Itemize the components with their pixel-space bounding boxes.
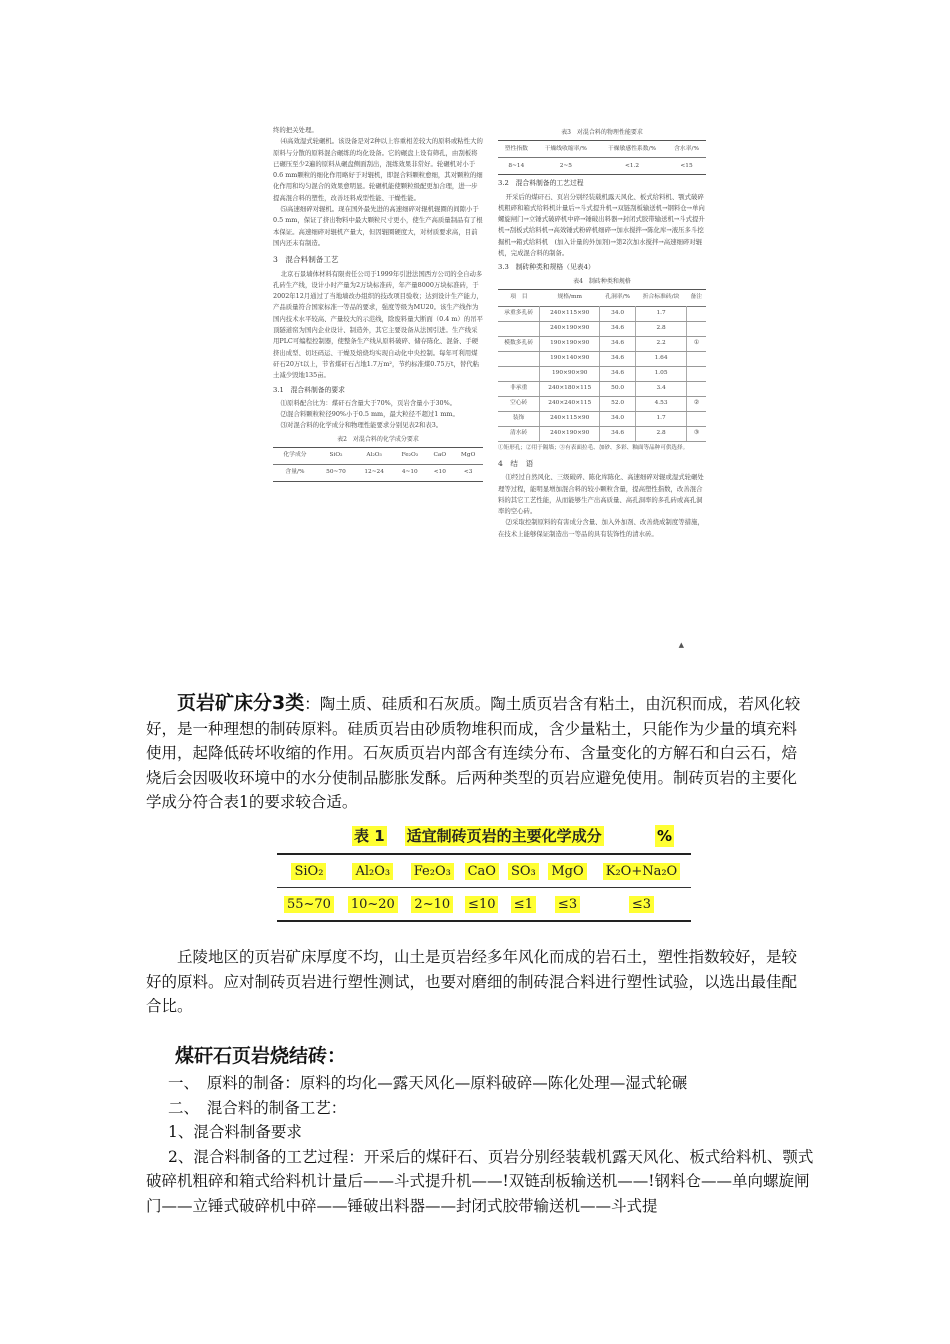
- table3-cell: <1.2: [624, 162, 640, 169]
- table4-cell: [498, 321, 540, 336]
- table1-label: 表 1: [354, 827, 385, 845]
- table1-value: ≤1: [511, 896, 536, 913]
- table4-cell: 240×180×115: [540, 381, 600, 396]
- table4-cell: 240×190×90: [540, 321, 600, 336]
- table4-cell: 190×190×90: [540, 336, 600, 351]
- table4-row: [498, 381, 706, 396]
- table4-header: 规格/mm: [557, 294, 582, 301]
- table2-header: Al₂O₃: [366, 452, 382, 459]
- scan-paragraph: 开采后的煤矸石、页岩分别经装载机露天风化、板式给料机、颚式破碎机粗碎和箱式给料机计量后→斗式提升机→双链刮板输送机→钢料仓→单向螺旋闸门→立锤式破碎机中碎→锤破出料器→封闭式胶带输送机→斗式提升机→刮板式给料机→高效锤式粉碎机细碎→加水搅拌→陈化库→液压多斗挖掘机→箱式给料机 (加入计量的外加剂)→第2次加水搅拌→高速细碎对辊机，完成混合料的制备。: [498, 192, 705, 258]
- table2-header: MgO: [460, 452, 476, 459]
- table4-cell: [687, 411, 707, 426]
- table1-value: ≤3: [629, 896, 654, 913]
- table4-cell: ③: [687, 426, 707, 441]
- table4-cell: 34.6: [600, 336, 636, 351]
- table4-cell: 1.05: [636, 366, 687, 381]
- table1-header: Al₂O₃: [352, 863, 393, 880]
- table4-cell: 240×190×90: [540, 426, 600, 441]
- table4-row: [498, 396, 706, 411]
- hill-shale-text: 丘陵地区的页岩矿床厚度不均，山土是页岩经多年风化而成的岩石土，塑性指数较好，是较好的原料。应对制砖页岩进行塑性测试，也要对磨细的制砖混合料进行塑性试验，以选出最佳配合比。: [146, 948, 798, 1015]
- table1-value-cell: [460, 888, 504, 922]
- table4-row: [498, 321, 706, 336]
- section-title: 煤矸石页岩烧结砖：: [175, 1045, 347, 1067]
- scan-subsection-heading: 3.3 制砖种类和规格（见表4）: [498, 263, 595, 272]
- table1-header-cell: [405, 854, 460, 888]
- table4-cell: 装饰: [498, 411, 540, 426]
- table4-cell: [687, 381, 707, 396]
- table4-row: [498, 366, 706, 381]
- table1-title: [352, 825, 604, 847]
- table4-cell: 190×90×90: [540, 366, 600, 381]
- table1-value: 55~70: [284, 896, 334, 913]
- scan-paragraph: 终的把关处理。: [273, 126, 318, 134]
- table1-value-cell: [405, 888, 460, 922]
- table2-header: 化学成分: [283, 452, 307, 459]
- scan-section-heading: 4 结 语: [498, 458, 534, 468]
- table4-row: [498, 351, 706, 366]
- table4-cell: 34.0: [600, 306, 636, 321]
- table1: [277, 853, 691, 922]
- scan-section-heading: 3 混合料制备工艺: [273, 255, 339, 265]
- scan-paragraph: ⑵采取控制原料的有害成分含量、加入外加剂、改善烧成制度等措施，在技术上能够保证制造出一等品的具有装饰性的清水砖。: [498, 518, 704, 538]
- scanned-journal-page: [273, 125, 706, 655]
- table2-cell: <3: [463, 469, 473, 476]
- table1-header: CaO: [465, 863, 499, 880]
- table4-cell: 2.8: [636, 426, 687, 441]
- list-item: 2、混合料制备的工艺过程：开采后的煤矸石、页岩分别经装载机露天风化、板式给料机、颚式破碎机粗碎和箱式给料机计量后——斗式提升机——!双链刮板输送机——!钢料仓——单向螺旋闸门——立锤式破碎机中碎——锤破出料器——封闭式胶带输送机——斗式提: [146, 1147, 814, 1215]
- table3-cell: 8~14: [508, 162, 525, 169]
- list-item: 二、 混合料的制备工艺：: [168, 1098, 347, 1117]
- table2-header: CaO: [433, 452, 447, 459]
- table4-caption: 表4 制砖种类和规格: [573, 277, 631, 285]
- table1-header-cell: [504, 854, 543, 888]
- table4-row: [498, 336, 706, 351]
- table4-cell: 2.8: [636, 321, 687, 336]
- table4-cell: [687, 351, 707, 366]
- table4-note: ①矩形孔；②用于隔墙；③有表面拉毛、加砂、多彩、釉面等品种可供选择。: [498, 444, 689, 451]
- table4-cell: 模数多孔砖: [498, 336, 540, 351]
- table2-cell: 4~10: [401, 469, 418, 476]
- table4-cell: 240×115×90: [540, 306, 600, 321]
- table4-cell: 34.6: [600, 366, 636, 381]
- table1-header: K₂O+Na₂O: [603, 863, 680, 880]
- table4-cell: [687, 306, 707, 321]
- table2: [273, 447, 483, 482]
- table4-cell: [498, 351, 540, 366]
- table1-value: ≤3: [555, 896, 580, 913]
- table2-header: SiO₂: [329, 452, 343, 459]
- table4-cell: ②: [687, 396, 707, 411]
- table3-header: 干燥线收缩率/%: [544, 145, 587, 152]
- table1-header: SiO₂: [291, 863, 326, 880]
- table4-header: 备注: [690, 294, 703, 301]
- table4-row: [498, 426, 706, 441]
- shale-types-heading: 页岩矿床分3类: [177, 692, 305, 714]
- table4-header: 折合标准砖/块: [642, 294, 680, 301]
- scan-right-column: [498, 125, 706, 540]
- table1-value: ≤10: [465, 896, 498, 913]
- list-item: 一、 原料的制备：原料的均化—露天风化—原料破碎—陈化处理—湿式轮碾: [168, 1074, 688, 1092]
- scan-subsection-heading: 3.1 混合料制备的要求: [273, 385, 345, 394]
- table4-cell: 34.6: [600, 426, 636, 441]
- shale-types-paragraph: [146, 691, 810, 815]
- table4-cell: 190×140×90: [540, 351, 600, 366]
- table4-cell: ①: [687, 336, 707, 351]
- table4-cell: 承重多孔砖: [498, 306, 540, 321]
- table1-value-cell: [543, 888, 592, 922]
- scan-paragraph: ⑵混合料颗粒粒径90%小于0.5 mm，最大粒径不超过1 mm。: [280, 410, 459, 419]
- shale-types-text: ：陶土质、硅质和石灰质。陶土质页岩含有粘土，由沉积而成，若风化较好，是一种理想的制砖原料。硅质页岩由砂质物堆积而成，含少量粘土，只能作为少量的填充料使用，起降低砖坏收缩的作用。石灰质页岩内部含有连续分布、含量变化的方解石和白云石，焙烧后会因吸收环境中的水分使制品膨胀发酥。后两种类型的页岩应避免使用。制砖页岩的主要化学成分符合表1的要求较合适。: [146, 695, 801, 811]
- table1-header-cell: [592, 854, 691, 888]
- table4-cell: 34.6: [600, 351, 636, 366]
- table1-value-cell: [277, 888, 341, 922]
- table4-cell: 空心砖: [498, 396, 540, 411]
- table3-cell: <15: [680, 162, 693, 169]
- table4-cell: 清水砖: [498, 426, 540, 441]
- table4-cell: [687, 321, 707, 336]
- hill-shale-paragraph: [146, 945, 810, 1019]
- table1-value-cell: [592, 888, 691, 922]
- table1-value-cell: [504, 888, 543, 922]
- table4-cell: 34.6: [600, 321, 636, 336]
- scan-paragraph: ⑸高速细碎对辊机。现在国外最先进的高速细碎对辊机辊圈的间隙小于0.5 mm，保证了挤出物料中最大颗粒尺寸更小，使生产高质量制品有了根本保证。高速细碎对辊机产量大，但因辊圈硬度大，对材质要求高，目前国内还未有制造。: [273, 205, 483, 247]
- table4-cell: 非承重: [498, 381, 540, 396]
- table1-header-cell: [341, 854, 405, 888]
- list-item: 1、混合料制备要求: [168, 1123, 302, 1141]
- table4-cell: 240×115×90: [540, 411, 600, 426]
- scan-paragraph: ⑷高效湿式轮碾机。该设备是对2种以上容重相差较大的原料或粘性大的原料与分散的原料混合碾练的均化设备。它的碾盘上设有筛孔，由刮板将已碾压至少2遍的原料从碾盘侧面刮出，混练效果非常好。轮碾机对小于0.6 mm颗粒的细化作用略好于对辊机，即混合料颗粒愈细，其对颗粒的细化作用和均匀混合的效果愈明显。轮碾机能使颗粒级配更加合理，进一步提高混合料的塑性，改善坯料成型性能、干燥性能。: [273, 137, 483, 202]
- table2-cell: <10: [433, 469, 446, 476]
- table4-cell: 4.53: [636, 396, 687, 411]
- table2-cell: 12~24: [364, 469, 384, 476]
- table3-header: 干燥敏感性系数/%: [608, 145, 657, 152]
- table1-header: Fe₂O₃: [411, 863, 454, 880]
- table4-header: 项 目: [510, 294, 528, 301]
- table4-cell: 240×240×115: [540, 396, 600, 411]
- table1-value: 10~20: [348, 896, 398, 913]
- table3: [498, 140, 706, 175]
- table1-header: SO₃: [508, 863, 539, 880]
- table3-header: 含水率/%: [674, 145, 699, 152]
- scan-paragraph: ⑶对混合料的化学成分和物理性能要求分别见表2和表3。: [280, 421, 443, 430]
- table4-cell: [498, 366, 540, 381]
- table1-unit: %: [657, 827, 673, 845]
- table4-cell: [687, 366, 707, 381]
- table4: [498, 289, 706, 442]
- table1-value: 2~10: [411, 896, 453, 913]
- table4-cell: 1.64: [636, 351, 687, 366]
- process-list: [146, 1071, 814, 1218]
- end-mark-icon: ▲: [678, 641, 684, 649]
- table1-header: MgO: [548, 863, 586, 880]
- scan-paragraph: ⑴原料配合比为：煤矸石含量大于70%，页岩含量小于30%。: [280, 398, 457, 407]
- scan-paragraph: ⑴经过自然风化、三级破碎、陈化库陈化、高速细碎对辊或湿式轮碾处理等过程，能明显增加混合料的较小颗粒含量，提高塑性指数，改善混合料的其它工艺性能，从而能够生产出高质量、高孔洞率的多孔砖或高孔洞率的空心砖。: [498, 473, 704, 516]
- table4-header: 孔洞率/%: [605, 294, 631, 301]
- table3-header: 塑性指数: [504, 145, 528, 152]
- table4-row: [498, 411, 706, 426]
- table2-header: Fe₂O₃: [401, 452, 419, 459]
- table4-cell: 52.0: [600, 396, 636, 411]
- scan-subsection-heading: 3.2 混合料制备的工艺过程: [498, 179, 584, 188]
- table4-cell: 1.7: [636, 306, 687, 321]
- table4-cell: 34.0: [600, 411, 636, 426]
- scan-paragraph: 北京石景墙体材料有限责任公司于1999年引进法国西方公司的全自动多孔砖生产线，设计小时产量为2万块标准砖，年产量8000万块标准砖，于2002年12月通过了当地墙改办组织的技改项目验收；达到设计生产能力，产品质量符合国家标准一等品的要求，强度等级为MU20。该生产线作为国内技术水平较高、产量较大的示范线，除废料量大断面（0.4 m）的吊平顶隧道窑为国内企业设计、制造外，其它主要设备从法国引进。生产线采用PLC可编程控制器，使整条生产线从原料破碎、储存陈化、混备、手硬挤出成型、切坯码运、干燥及焙烧均实现自动化中央控制。每年可利用煤矸石20万t以上，节省煤矸石占地1.7万m²，节约标准煤0.75万t，替代粘土减少毁地135亩。: [273, 269, 483, 380]
- table4-cell: 1.7: [636, 411, 687, 426]
- table2-cell: 50~70: [326, 469, 346, 476]
- table2-caption: 表2 对混合料的化学成分要求: [337, 435, 419, 443]
- table1-header-cell: [543, 854, 592, 888]
- table3-cell: 2~5: [559, 162, 572, 169]
- table1-header-cell: [277, 854, 341, 888]
- scan-left-column: [273, 125, 483, 482]
- table2-cell: 含量/%: [285, 469, 305, 476]
- table4-row: [498, 306, 706, 321]
- table4-cell: 50.0: [600, 381, 636, 396]
- table4-cell: 3.4: [636, 381, 687, 396]
- table4-cell: 2.2: [636, 336, 687, 351]
- table1-header-cell: [460, 854, 504, 888]
- table1-title-text: 适宜制砖页岩的主要化学成分: [406, 827, 602, 845]
- table3-caption: 表3 对混合料的物理性能要求: [561, 129, 643, 136]
- table1-value-cell: [341, 888, 405, 922]
